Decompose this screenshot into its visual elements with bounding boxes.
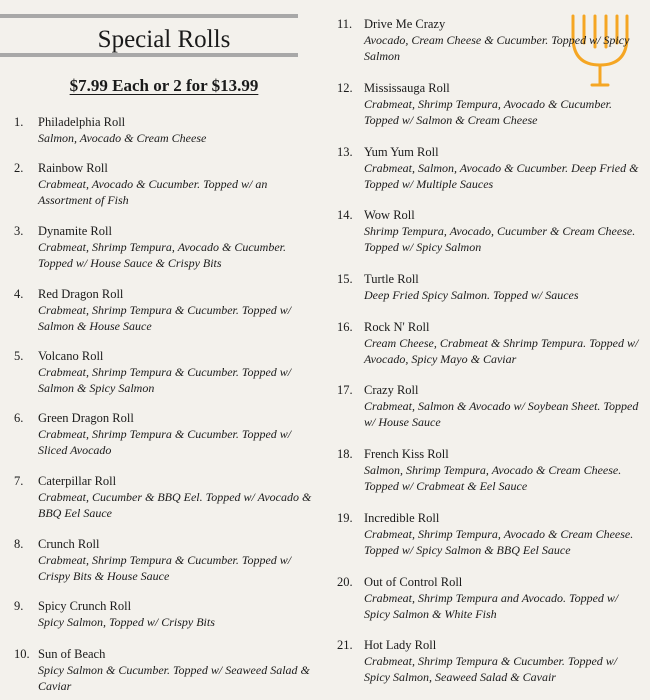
menu-item (14, 598, 319, 630)
item-number: 1. (14, 115, 24, 129)
menu-item (337, 637, 643, 685)
menu-item (337, 446, 643, 494)
item-description: Cream Cheese, Crabmeat & Shrimp Tempura. Topped w/ Avocado, Spicy Mayo & Caviar (364, 336, 639, 366)
item-name: Crazy Roll (364, 383, 419, 397)
item-name: Philadelphia Roll (38, 115, 126, 129)
menu-item (337, 510, 643, 558)
menu-item (337, 144, 643, 192)
menu-item (337, 319, 643, 367)
menu-item (337, 574, 643, 622)
item-name: Crunch Roll (38, 537, 100, 551)
item-description: Crabmeat, Shrimp Tempura & Cucumber. Topped w/ Salmon & Spicy Salmon (38, 365, 292, 395)
title-rule-top (0, 14, 298, 18)
item-name: Red Dragon Roll (38, 287, 124, 301)
item-description: Avocado, Cream Cheese & Cucumber. Topped w/ Spicy Salmon (364, 33, 630, 63)
item-number: 8. (14, 537, 24, 551)
item-description: Crabmeat, Shrimp Tempura & Cucumber. Topped w/ Spicy Salmon, Seaweed Salad & Cavair (364, 654, 618, 684)
item-description: Crabmeat, Shrimp Tempura, Avocado & Cucumber. Topped w/ House Sauce & Crispy Bits (38, 240, 287, 270)
item-number: 17. (337, 383, 353, 397)
menu-item (14, 348, 319, 396)
menu-item (337, 382, 643, 430)
item-description: Crabmeat, Shrimp Tempura, Avocado & Cucumber. Topped w/ Salmon & Cream Cheese (364, 97, 613, 127)
item-name: Caterpillar Roll (38, 474, 117, 488)
item-description: Deep Fried Spicy Salmon. Topped w/ Sauces (364, 288, 579, 302)
item-description: Crabmeat, Salmon & Avocado w/ Soybean Sheet. Topped w/ House Sauce (364, 399, 639, 429)
item-name: Incredible Roll (364, 511, 440, 525)
menu-item (337, 80, 643, 128)
item-description: Crabmeat, Cucumber & BBQ Eel. Topped w/ Avocado & BBQ Eel Sauce (38, 490, 312, 520)
item-description: Shrimp Tempura, Avocado, Cucumber & Cream Cheese. Topped w/ Spicy Salmon (364, 224, 636, 254)
menu-item (14, 536, 319, 584)
item-number: 15. (337, 272, 353, 286)
menu-item (14, 160, 319, 208)
menu-item (14, 286, 319, 334)
item-number: 3. (14, 224, 24, 238)
menu-item (337, 271, 643, 303)
page-title: Special Rolls (97, 26, 231, 53)
item-name: Spicy Crunch Roll (38, 599, 132, 613)
item-name: Yum Yum Roll (364, 145, 439, 159)
menu-item (14, 114, 319, 146)
item-number: 19. (337, 511, 353, 525)
title-rule-bottom (0, 53, 298, 57)
item-name: Mississauga Roll (364, 81, 450, 95)
item-name: Rainbow Roll (38, 161, 108, 175)
item-description: Crabmeat, Salmon, Avocado & Cucumber. Deep Fried & Topped w/ Multiple Sauces (364, 161, 639, 191)
item-description: Spicy Salmon, Topped w/ Crispy Bits (38, 615, 215, 629)
menu-item (14, 410, 319, 458)
menu-item (337, 207, 643, 255)
item-number: 11. (337, 17, 353, 31)
item-description: Crabmeat, Avocado & Cucumber. Topped w/ an Assortment of Fish (38, 177, 268, 207)
item-description: Salmon, Shrimp Tempura, Avocado & Cream Cheese. Topped w/ Crabmeat & Eel Sauce (364, 463, 622, 493)
menu-item (14, 473, 319, 521)
item-description: Crabmeat, Shrimp Tempura & Cucumber. Topped w/ Salmon & House Sauce (38, 303, 292, 333)
menu-item (14, 223, 319, 271)
item-number: 20. (337, 575, 353, 589)
item-name: Wow Roll (364, 208, 415, 222)
price-line (0, 76, 328, 96)
item-name: Green Dragon Roll (38, 411, 134, 425)
item-number: 5. (14, 349, 24, 363)
item-number: 2. (14, 161, 24, 175)
item-number: 12. (337, 81, 353, 95)
item-description: Crabmeat, Shrimp Tempura and Avocado. Topped w/ Spicy Salmon & White Fish (364, 591, 619, 621)
item-number: 6. (14, 411, 24, 425)
item-name: Volcano Roll (38, 349, 104, 363)
item-description: Crabmeat, Shrimp Tempura & Cucumber. Topped w/ Sliced Avocado (38, 427, 292, 457)
item-name: French Kiss Roll (364, 447, 449, 461)
item-name: Turtle Roll (364, 272, 419, 286)
item-name: Rock N' Roll (364, 320, 430, 334)
item-name: Drive Me Crazy (364, 17, 446, 31)
price-text: $7.99 Each or 2 for $13.99 (69, 76, 259, 95)
item-number: 21. (337, 638, 353, 652)
menu-item (337, 16, 643, 64)
item-description: Salmon, Avocado & Cream Cheese (38, 131, 207, 145)
item-number: 18. (337, 447, 353, 461)
item-description: Spicy Salmon & Cucumber. Topped w/ Seaweed Salad & Caviar (38, 663, 310, 693)
menu-item (14, 646, 319, 694)
item-name: Hot Lady Roll (364, 638, 437, 652)
item-name: Out of Control Roll (364, 575, 463, 589)
item-name: Sun of Beach (38, 647, 106, 661)
item-number: 7. (14, 474, 24, 488)
item-number: 4. (14, 287, 24, 301)
item-number: 10. (14, 647, 30, 661)
item-description: Crabmeat, Shrimp Tempura, Avocado & Cream Cheese. Topped w/ Spicy Salmon & BBQ Eel Sauce (364, 527, 634, 557)
item-number: 16. (337, 320, 353, 334)
item-number: 9. (14, 599, 24, 613)
item-name: Dynamite Roll (38, 224, 112, 238)
item-number: 13. (337, 145, 353, 159)
item-description: Crabmeat, Shrimp Tempura & Cucumber. Topped w/ Crispy Bits & House Sauce (38, 553, 292, 583)
item-number: 14. (337, 208, 353, 222)
